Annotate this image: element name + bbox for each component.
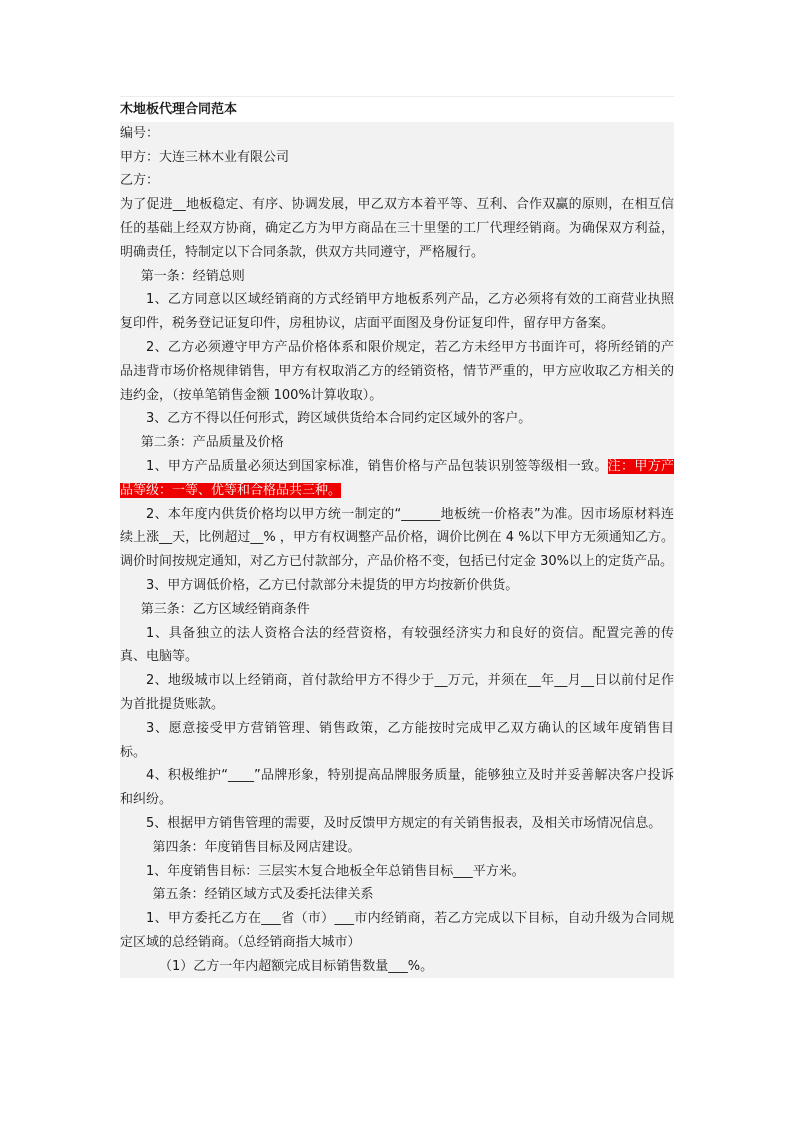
article-3-item-4: 4、积极维护“____”品牌形象，特别提高品牌服务质量，能够独立及时并妥善解决客户投诉和纠纷。 bbox=[120, 768, 674, 808]
article-5-item-1: 1、甲方委托乙方在___省（市）___市内经销商，若乙方完成以下目标，自动升级为合同规定区域的总经销商。（总经销商指大城市） bbox=[120, 911, 674, 950]
article-2-item-1-text: 1、甲方产品质量必须达到国家标准，销售价格与产品包装识别签等级相一致。 bbox=[146, 458, 608, 474]
article-3-item-5: 5、根据甲方销售管理的需要，及时反馈甲方规定的有关销售报表，及相关市场情况信息。 bbox=[146, 815, 662, 831]
article-2-item-2: 2、本年度内供货价格均以甲方统一制定的“______地板统一价格表”为准。因市场原材料连续上涨__天，比例超过__% ，甲方有权调整产品价格，调价比例在 4 %以下甲方无须通知乙方。调价时间按规定通知，对乙方已付款部分，产品价格不变，包括已付定金 30%以上的定货产品。 bbox=[120, 506, 674, 570]
intro-paragraph: 为了促进__地板稳定、有序、协调发展，甲乙双方本着平等、互利、合作双赢的原则，在相互信任的基础上经双方协商，确定乙方为甲方商品在三十里堡的工厂代理经销商。为确保双方利益，明确责任，特制定以下合同条款，供双方共同遵守，严格履行。 bbox=[120, 197, 674, 260]
highlighted-note: 注：甲方产品等级：一等、优等和合格品共三种。 bbox=[120, 458, 674, 498]
contract-number-field: 编号： bbox=[120, 125, 160, 141]
article-3-heading: 第三条：乙方区域经销商条件 bbox=[140, 601, 310, 617]
article-4-heading: 第四条：年度销售目标及网店建设。 bbox=[152, 839, 361, 855]
document-body bbox=[120, 122, 674, 979]
article-5-heading: 第五条：经销区域方式及委托法律关系 bbox=[152, 887, 374, 903]
article-1-item-3: 3、乙方不得以任何形式，跨区域供货给本合同约定区域外的客户。 bbox=[146, 411, 532, 427]
article-1-heading: 第一条：经销总则 bbox=[140, 268, 245, 284]
contract-document bbox=[120, 98, 674, 978]
article-4-item-1: 1、年度销售目标：三层实木复合地板全年总销售目标___平方米。 bbox=[146, 863, 525, 879]
party-a-field: 甲方：大连三林木业有限公司 bbox=[120, 149, 290, 165]
article-3-item-2: 2、地级城市以上经销商，首付款给甲方不得少于__万元，并须在__年__月__日以前付足作为首批提货账款。 bbox=[120, 673, 674, 712]
article-3-item-3: 3、愿意接受甲方营销管理、销售政策，乙方能按时完成甲乙双方确认的区域年度销售目标。 bbox=[120, 720, 674, 760]
article-2-heading: 第二条：产品质量及价格 bbox=[140, 435, 284, 451]
article-3-item-1: 1、具备独立的法人资格合法的经营资格，有较强经济实力和良好的资信。配置完善的传真、电脑等。 bbox=[120, 625, 674, 665]
article-2-item-1 bbox=[120, 455, 674, 503]
article-1-item-2: 2、乙方必须遵守甲方产品价格体系和限价规定，若乙方未经甲方书面许可，将所经销的产品违背市场价格规律销售，甲方有权取消乙方的经销资格，情节严重的，甲方应收取乙方相关的违约金，（按单笔销售金额 100%计算收取）。 bbox=[120, 339, 674, 403]
party-b-field: 乙方： bbox=[120, 173, 160, 189]
article-1-item-1: 1、乙方同意以区域经销商的方式经销甲方地板系列产品，乙方必须将有效的工商营业执照复印件，税务登记证复印件，房租协议，店面平面图及身份证复印件，留存甲方备案。 bbox=[120, 292, 674, 332]
document-title: 木地板代理合同范本 bbox=[120, 98, 674, 122]
article-2-item-3: 3、甲方调低价格，乙方已付款部分未提货的甲方均按新价供货。 bbox=[146, 577, 519, 593]
article-5-sub-item-1: （1）乙方一年内超额完成目标销售数量___%。 bbox=[159, 958, 434, 974]
top-divider bbox=[120, 96, 674, 97]
